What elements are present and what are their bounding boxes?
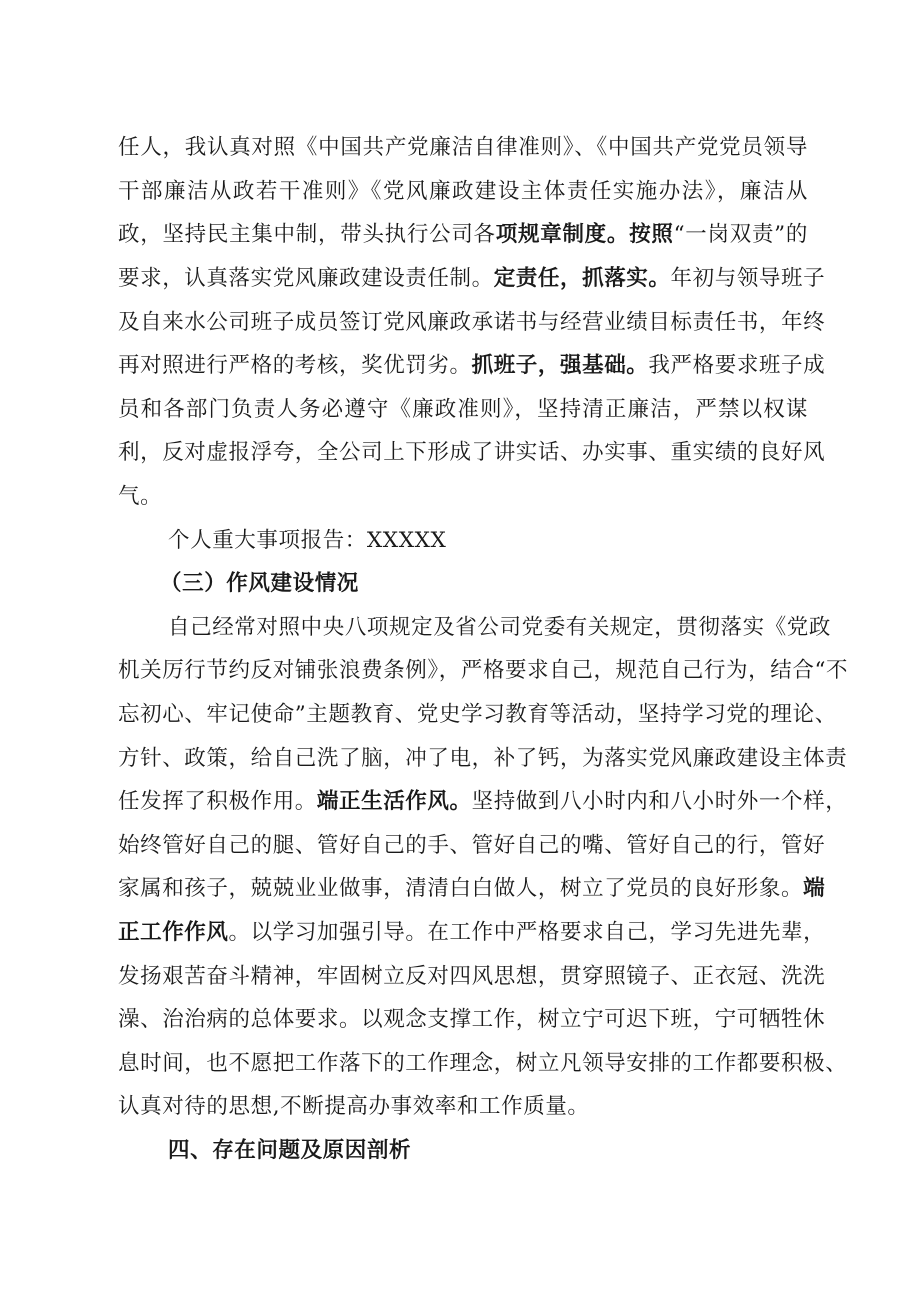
para2-line-8 — [118, 918, 826, 948]
para2-line-11: 息时间，也不愿把工作落下的工作理念，树立凡领导安排的工作都要积极、 — [118, 1051, 848, 1076]
para2-line-8-b: 。以学习加强引导。在工作中严格要求自己，学习先进先辈， — [228, 920, 826, 945]
para2-line-7-bold: 端 — [803, 876, 826, 901]
para2-line-10: 澡、治治病的总体要求。以观念支撑工作，树立宁可迟下班，宁可牺牲休 — [118, 1007, 826, 1032]
personal-report-line: 个人重大事项报告：XXXXX — [168, 528, 447, 553]
para1-line-6-c: 我严格要求班子成 — [648, 353, 826, 378]
para1-line-4-bold: 定责任，抓落实。 — [493, 266, 671, 291]
para1-line-4-c: 年初与领导班子 — [670, 266, 826, 291]
para2-line-5-c: 坚持做到八小时内和八小时外一个样， — [471, 789, 848, 814]
para1-line-9: 气。 — [118, 484, 163, 509]
para2-line-5 — [118, 787, 848, 817]
para2-line-8-bold: 正工作作风 — [118, 920, 229, 945]
para1-line-3-c: “一岗双责”的 — [673, 222, 808, 247]
section4-heading: 四、存在问题及原因剖析 — [168, 1138, 412, 1163]
para1-line-4 — [118, 264, 826, 294]
para1-line-7: 员和各部门负责人务必遵守《廉政准则》，坚持清正廉洁，严禁以权谋 — [118, 397, 808, 422]
para1-line-3 — [118, 220, 808, 250]
para1-line-1: 任人，我认真对照《中国共产党廉洁自律准则》、《中国共产党党员领导 — [118, 135, 808, 160]
para2-line-9: 发扬艰苦奋斗精神，牢固树立反对四风思想，贯穿照镜子、正衣冠、洗洗 — [118, 964, 826, 989]
para1-line-8: 利，反对虚报浮夸，全公司上下形成了讲实话、办实事、重实绩的良好风 — [118, 440, 826, 465]
para2-line-7-a: 家属和孩子，兢兢业业做事，清清白白做人，树立了党员的良好形象。 — [118, 876, 804, 901]
para2-line-12: 认真对待的思想,不断提高办事效率和工作质量。 — [118, 1094, 590, 1119]
para2-line-7 — [118, 874, 826, 904]
para1-line-2: 干部廉洁从政若干准则》《党风廉政建设主体责任实施办法》，廉洁从 — [118, 179, 808, 204]
para2-line-3: 忘初心、牢记使命”主题教育、党史学习教育等活动，坚持学习党的理论、 — [118, 702, 837, 727]
section3-heading: （三）作风建设情况 — [160, 571, 359, 596]
para2-line-5-bold: 端正生活作风。 — [316, 789, 472, 814]
para2-line-2: 机关厉行节约反对铺张浪费条例》，严格要求自己，规范自己行为，结合“不 — [118, 658, 849, 683]
para2-line-6: 始终管好自己的腿、管好自己的手、管好自己的嘴、管好自己的行，管好 — [118, 833, 826, 858]
para1-line-6-bold: 抓班子，强基础。 — [471, 353, 649, 378]
para2-line-5-a: 任发挥了积极作用。 — [118, 789, 317, 814]
para1-line-6-a: 再对照进行严格的考核，奖优罚劣。 — [118, 353, 472, 378]
para1-line-5: 及自来水公司班子成员签订党风廉政承诺书与经营业绩目标责任书，年终 — [118, 310, 826, 335]
para1-line-3-bold: 项规章制度。按照 — [495, 222, 674, 247]
para1-line-4-a: 要求，认真落实党风廉政建设责任制。 — [118, 266, 494, 291]
para1-line-3-a: 政，坚持民主集中制，带头执行公司各 — [118, 222, 496, 247]
para2-line-4: 方针、政策，给自己洗了脑，冲了电，补了钙，为落实党风廉政建设主体责 — [118, 746, 848, 771]
para1-line-6 — [118, 351, 826, 381]
para2-line-1: 自己经常对照中央八项规定及省公司党委有关规定，贯彻落实《党政 — [168, 615, 832, 640]
